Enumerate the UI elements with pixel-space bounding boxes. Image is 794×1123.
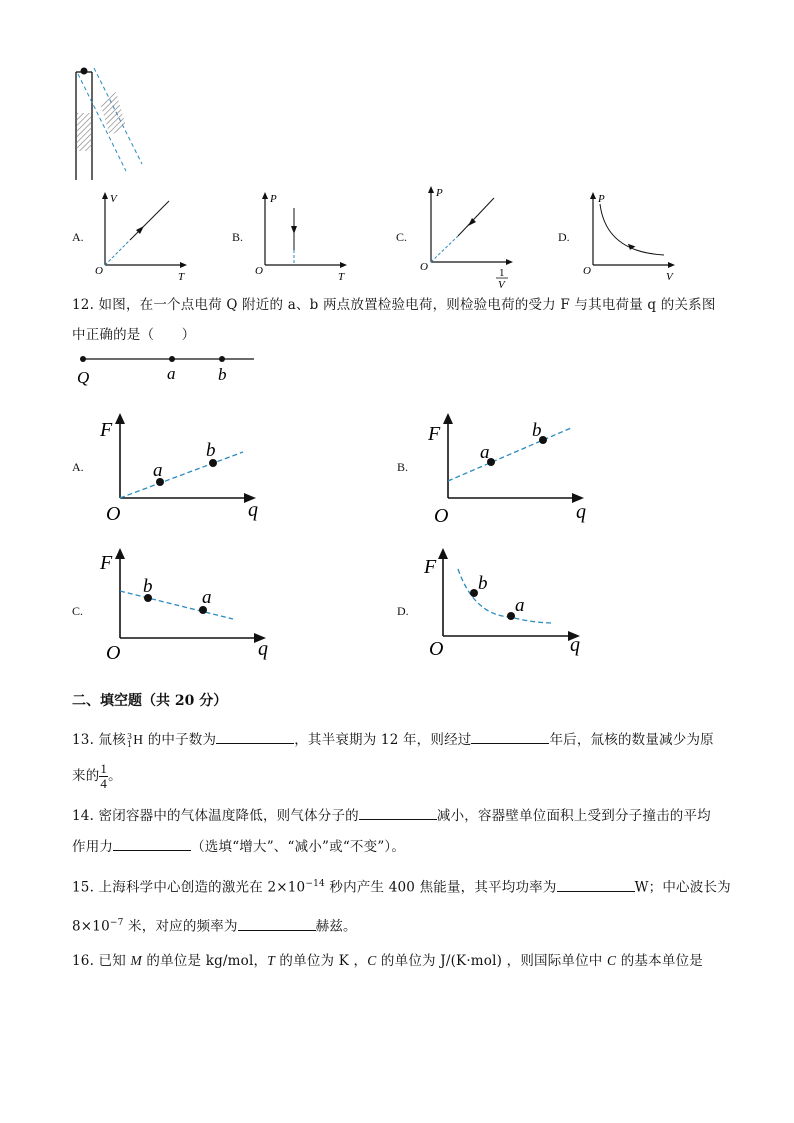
question-15-line2: $8\times 10^{-7}$ 米，对应的频率为 赫兹。: [72, 913, 357, 937]
svg-text:1: 1: [499, 267, 505, 279]
svg-text:b: b: [218, 365, 227, 384]
answer-blank-14a[interactable]: [359, 805, 437, 820]
q12-text-line1: 12. 如图，在一个点电荷 Q 附近的 a、b 两点放置检验电荷，则检验电荷的受力 F 与其电荷量 q 的关系图: [72, 297, 716, 313]
question-14-line2: 作用力 （选填“增大”、“减小”或“不变”）。: [72, 836, 405, 857]
svg-text:V: V: [498, 279, 505, 290]
q11-option-c-label[interactable]: C.: [396, 230, 408, 244]
y-axis-label: V: [110, 193, 117, 205]
q11-option-a-graph: [92, 190, 192, 282]
q12-option-a-label[interactable]: A.: [72, 460, 84, 474]
answer-blank-14b[interactable]: [113, 836, 191, 851]
svg-text:a: a: [480, 442, 490, 463]
svg-text:F: F: [100, 419, 113, 441]
answer-blank-13b[interactable]: [471, 729, 549, 744]
answer-blank-15a[interactable]: [557, 877, 635, 892]
q11-option-a-label[interactable]: A.: [72, 230, 84, 244]
svg-text:q: q: [570, 634, 580, 656]
q12-text-line2: 中正确的是（ ）: [72, 327, 196, 343]
svg-text:O: O: [434, 505, 449, 527]
q12-option-d-graph: [424, 545, 604, 663]
svg-text:P: P: [598, 193, 605, 205]
svg-text:q: q: [248, 499, 258, 521]
q11-option-c-graph: [418, 184, 518, 290]
answer-blank-15b[interactable]: [238, 916, 316, 931]
svg-text:O: O: [255, 265, 263, 277]
svg-text:F: F: [424, 556, 437, 578]
svg-text:b: b: [478, 573, 488, 594]
section-heading: 二、填空题（共 20 分）: [72, 693, 228, 709]
svg-text:a: a: [202, 587, 212, 608]
svg-text:P: P: [270, 193, 277, 205]
question-13-line2: 来的 $\frac{1}{4}$ 。: [72, 761, 122, 791]
svg-text:O: O: [429, 638, 444, 660]
q11-option-b-label[interactable]: B.: [232, 230, 244, 244]
svg-text:O: O: [583, 265, 591, 277]
svg-text:q: q: [258, 638, 268, 660]
svg-text:O: O: [106, 503, 121, 525]
question-14-line1: 14. 密闭容器中的气体温度降低，则气体分子的 减小，容器壁单位面积上受到分子撞击的平均: [72, 805, 711, 826]
svg-text:b: b: [532, 420, 542, 441]
svg-text:O: O: [106, 642, 121, 663]
svg-text:O: O: [420, 261, 428, 273]
svg-text:T: T: [178, 271, 185, 282]
question-13-line1: 13. 氚核 3 1 H 的中子数为 ，其半衰期为 12 年，则经过 年后，氚核的数量减少为原: [72, 729, 714, 750]
fraction-one-quarter: $\frac{1}{4}$: [100, 761, 108, 791]
svg-text:b: b: [143, 576, 153, 597]
svg-text:a: a: [515, 595, 525, 616]
svg-text:q: q: [576, 501, 586, 523]
q12-option-b-label[interactable]: B.: [397, 460, 409, 474]
svg-text:P: P: [436, 187, 443, 199]
q11-tube-figure: [70, 64, 150, 184]
q11-option-d-label[interactable]: D.: [558, 230, 570, 244]
svg-text:V: V: [666, 271, 673, 282]
q12-option-b-graph: [426, 410, 606, 528]
svg-text:F: F: [428, 423, 441, 445]
svg-text:b: b: [206, 440, 216, 461]
svg-text:O: O: [95, 265, 103, 277]
q12-option-a-graph: [98, 410, 278, 528]
question-16-line1: 16. 已知 M 的单位是 kg/mol，T 的单位为 K ，C 的单位为 J/(K·mol) ，则国际单位中 C 的基本单位是: [72, 953, 703, 969]
svg-text:Q: Q: [77, 368, 90, 386]
q12-option-c-graph: [98, 545, 278, 663]
q12-charge-line-figure: [74, 350, 264, 386]
answer-blank-13a[interactable]: [216, 729, 294, 744]
q11-option-d-graph: [580, 190, 680, 282]
svg-text:T: T: [338, 271, 345, 282]
q12-option-c-label[interactable]: C.: [72, 604, 84, 618]
svg-text:F: F: [100, 552, 113, 574]
svg-text:a: a: [167, 364, 176, 383]
svg-text:a: a: [153, 460, 163, 481]
question-15-line1: 15. 上海科学中心创造的激光在 $2\times 10^{-14}$ 秒内产生 400 焦能量，其平均功率为 W；中心波长为: [72, 874, 731, 898]
q12-option-d-label[interactable]: D.: [397, 604, 409, 618]
q11-option-b-graph: [252, 190, 352, 282]
